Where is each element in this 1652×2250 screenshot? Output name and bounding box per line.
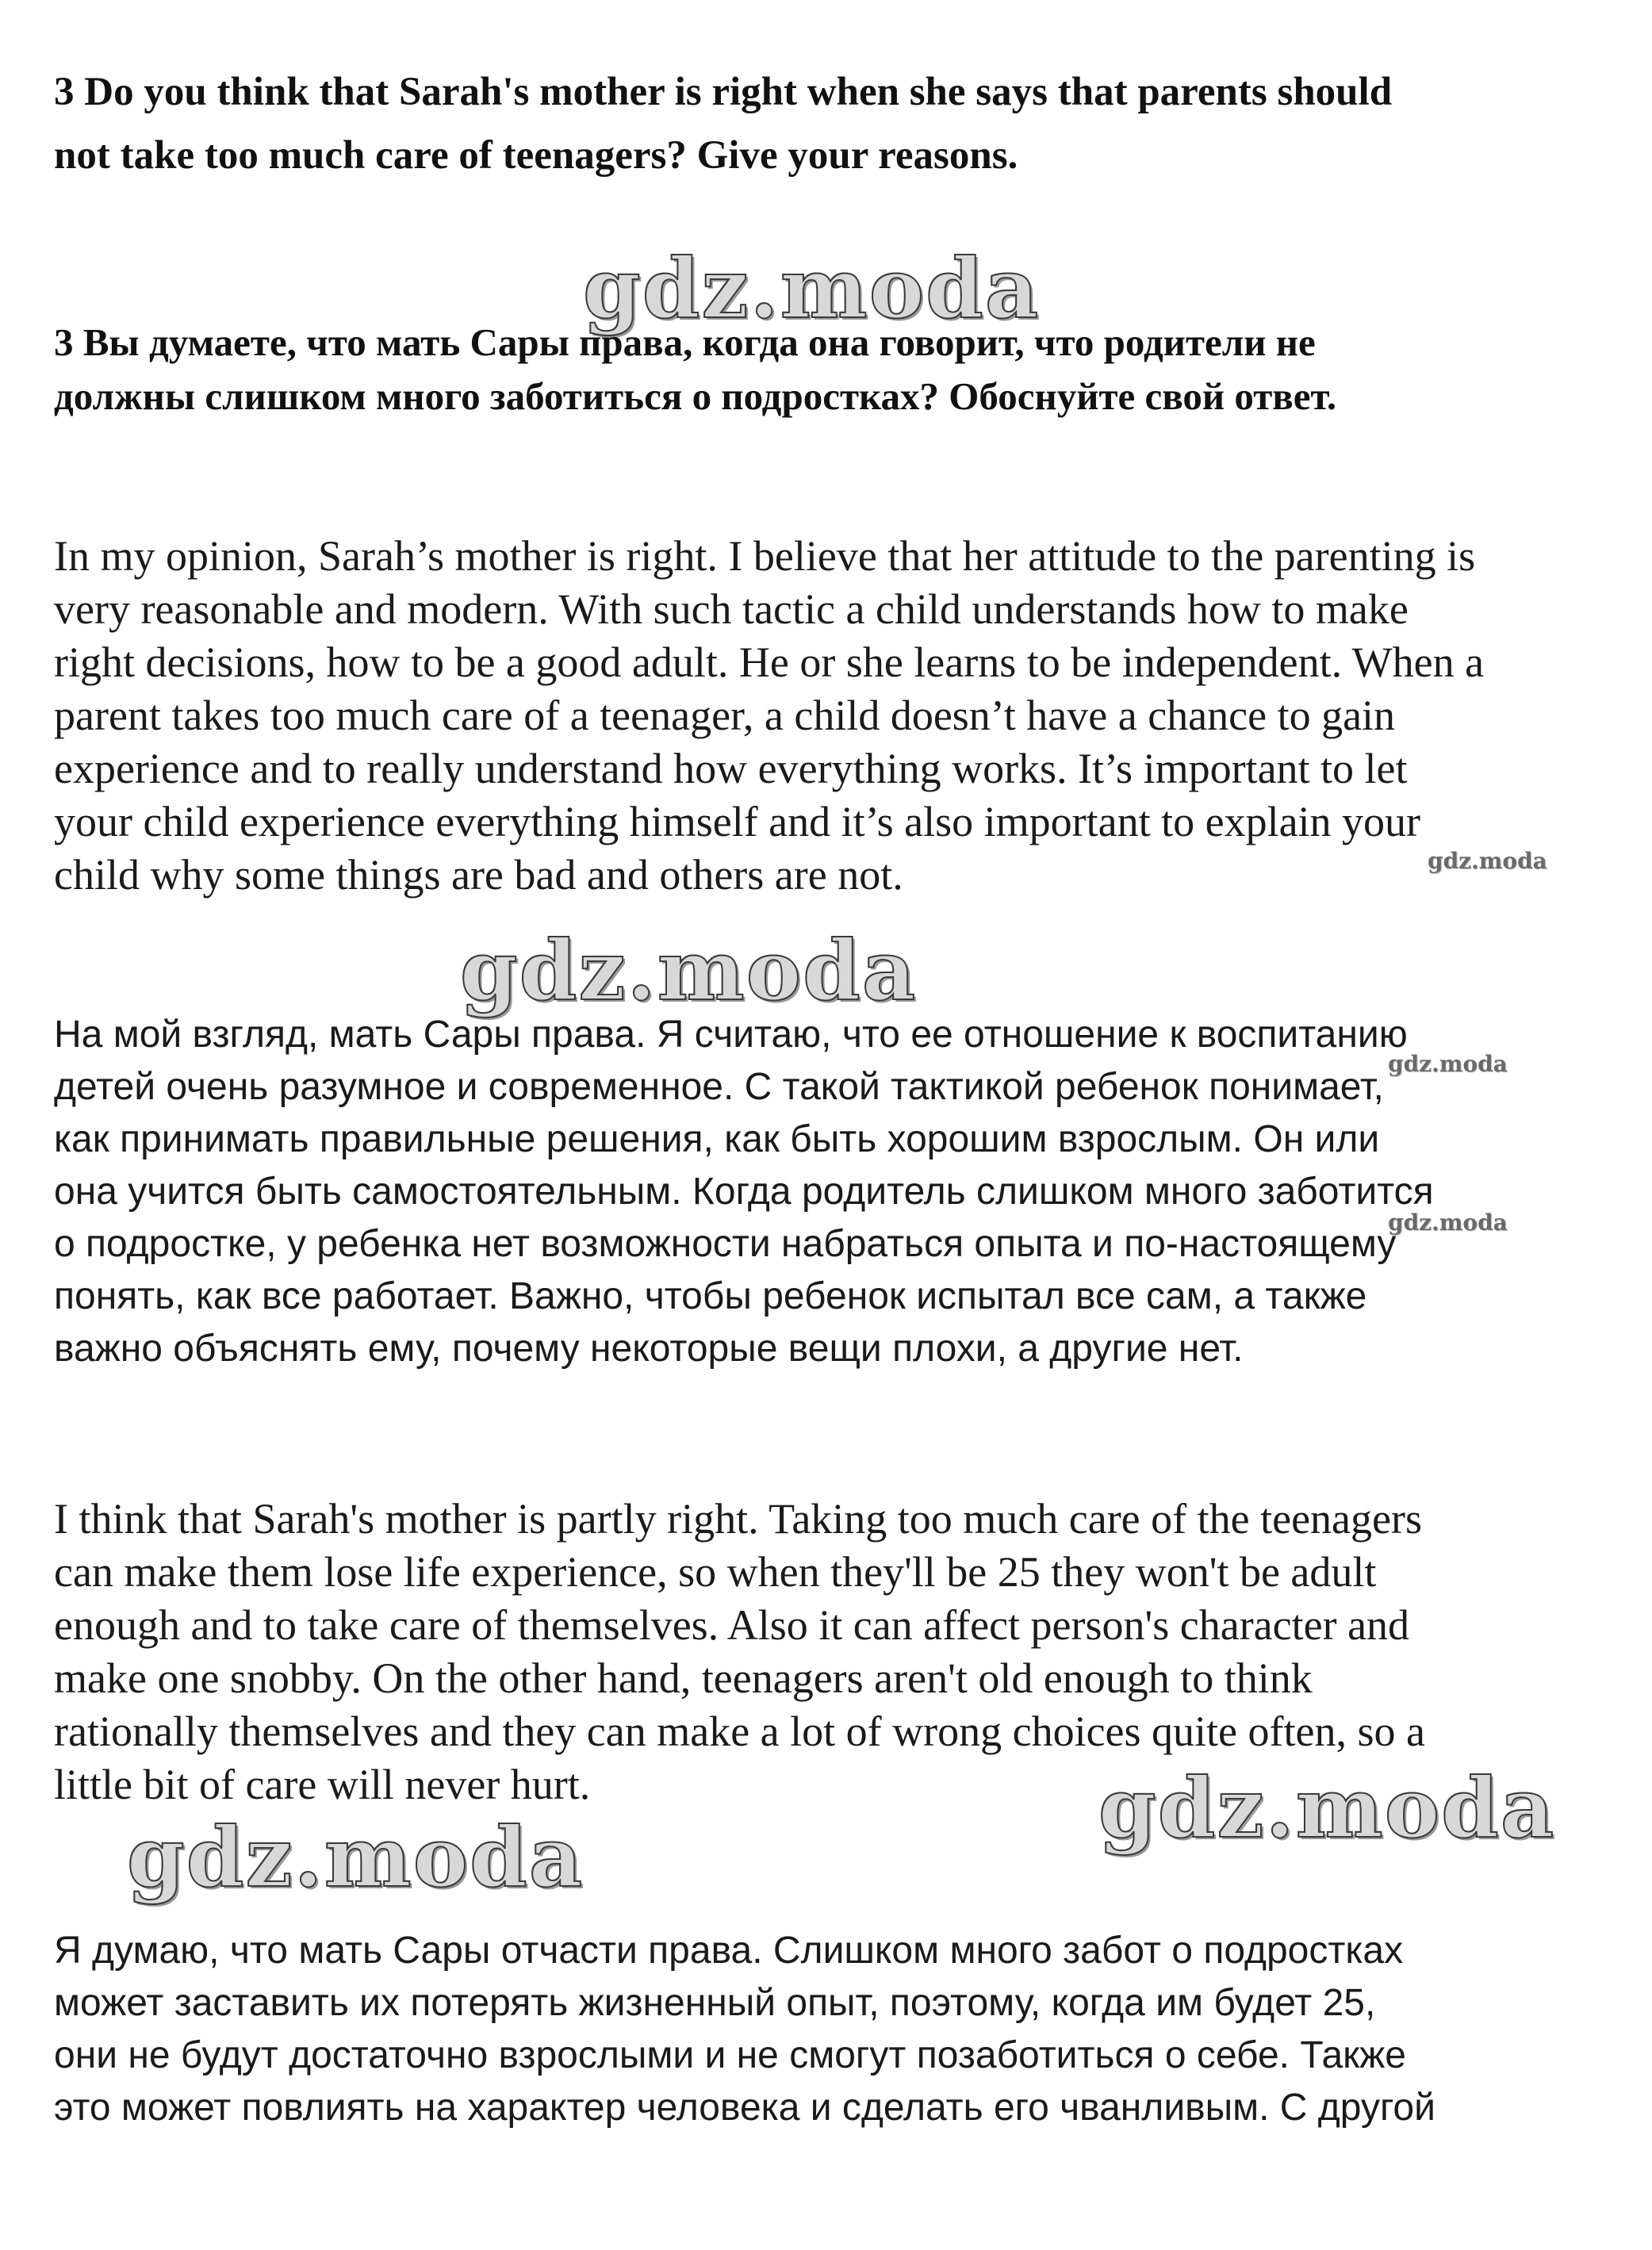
question-ru-line2: должны слишком много заботиться о подростках? Обоснуйте свой ответ.	[54, 374, 1337, 418]
watermark-logo-4: gdz.moda	[127, 1808, 585, 1906]
watermark-logo-1: gdz.moda	[583, 240, 1041, 337]
answer1-ru-paragraph: На мой взгляд, мать Сары права. Я считаю, что ее отношение к воспитанию детей очень разумное и современное. С такой тактикой ребенок понимает, как принимать правильные решения, как быть хорошим взрослым. Он или она учится быть самостоятельным. Когда родитель слишком много заботится о подростке, у ребенка нет возможности набраться опыта и по-настоящему понять, как все работает. Важно, чтобы ребенок испытал все сам, а также важно объяснять ему, почему некоторые вещи плохи, а другие нет.	[54, 1014, 1434, 1370]
answer2-en-paragraph: I think that Sarah's mother is partly right. Taking too much care of the teenagers can make them lose life experience, so when they'll be 25 they won't be adult enough and to take care of themselves. Also it can affect person's character and make one snobby. On the other hand, teenagers aren't old enough to think rationally themselves and they can make a lot of wrong choices quite often, so a little bit of care will never hurt.	[54, 1495, 1425, 1808]
question-en-line1: 3 Do you think that Sarah's mother is right when she says that parents should	[54, 70, 1393, 114]
answer1-en-paragraph: In my opinion, Sarah’s mother is right. I believe that her attitude to the parenting is very reasonable and modern. With such tactic a child understands how to make right decisions, how to be a good adult. He or she learns to be independent. When a parent takes too much care of a teenager, a child doesn’t have a chance to gain experience and to really understand how everything works. It’s important to let your child experience everything himself and it’s also important to explain your child why some things are bad and others are not.	[54, 532, 1485, 899]
question-ru-line1: 3 Вы думаете, что мать Сары права, когда она говорит, что родители не	[54, 320, 1316, 364]
watermark-small-1: gdz.moda	[1428, 848, 1547, 874]
question-en-line2: not take too much care of teenagers? Give your reasons.	[54, 133, 1018, 178]
watermark-small-2: gdz.moda	[1388, 1051, 1508, 1077]
watermark-logo-3: gdz.moda	[1098, 1759, 1556, 1857]
watermark-small-3: gdz.moda	[1388, 1209, 1508, 1236]
watermark-logo-2: gdz.moda	[460, 922, 918, 1019]
answer2-ru-paragraph: Я думаю, что мать Сары отчасти права. Слишком много забот о подростках может заставить их потерять жизненный опыт, поэтому, когда им будет 25, они не будут достаточно взрослыми и не смогут позаботиться о себе. Также это может повлиять на характер человека и сделать его чванливым. С другой	[54, 1930, 1435, 2129]
